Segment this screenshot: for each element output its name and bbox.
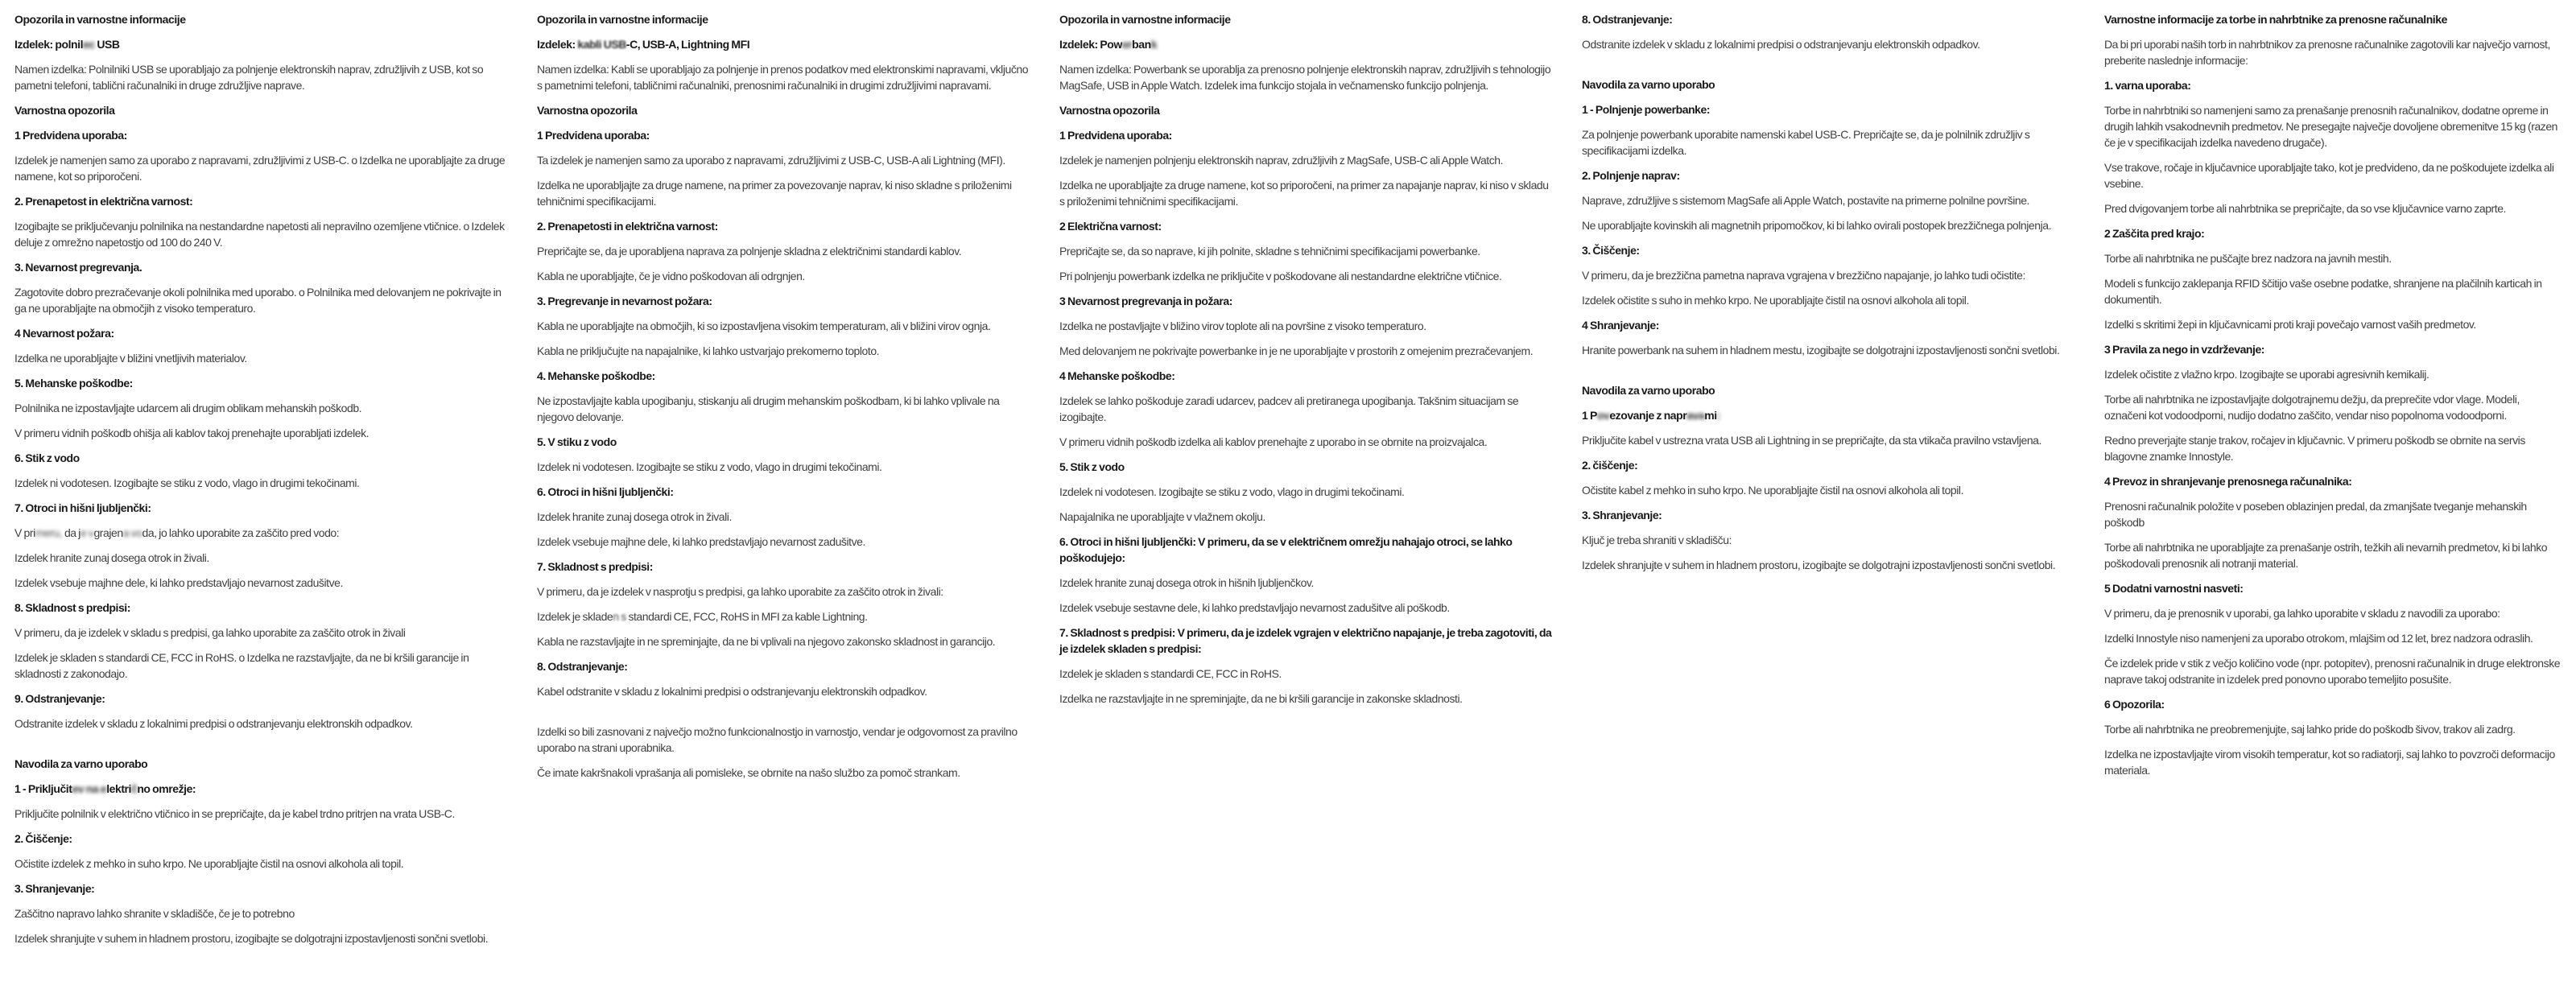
section-heading: 7. Skladnost s predpisi: (537, 560, 653, 573)
section-heading: 5. Stik z vodo (1059, 460, 1125, 473)
paragraph: Zagotovite dobro prezračevanje okoli polnilnika med uporabo. o Polnilnika med delovanjem ne pokrivajte in ga ne uporabljajte na območjih z visoko temperaturo. (14, 286, 502, 315)
section-heading: 7. Otroci in hišni ljubljenčki: (14, 501, 151, 514)
paragraph: Namen izdelka: Kabli se uporabljajo za polnjenje in prenos podatkov med elektronskimi napravami, vključno s pametnimi telefoni, tabličnimi računalniki, prenosnimi računalniki in drugimi združljivimi napravami. (537, 63, 1029, 92)
text-segment: ban (1132, 38, 1151, 51)
text-segment: V pri (14, 526, 35, 539)
paragraph: Ne izpostavljajte kabla upogibanju, stiskanju ali drugim mehanskim poškodbam, ki bi lahko vplivale na njegovo delovanje. (537, 394, 1000, 423)
paragraph: Za polnjenje powerbank uporabite namenski kabel USB-C. Prepričajte se, da je polnilnik združljiv s specifikacijami izdelka. (1582, 128, 2030, 157)
paragraph: Izdelek ni vodotesen. Izogibajte se stiku z vodo, vlago in drugimi tekočinami. (14, 476, 360, 489)
paragraph: V primeru vidnih poškodb izdelka ali kablov prenehajte z uporabo in se obrnite na proizvajalca. (1059, 435, 1488, 448)
paragraph: Kabla ne priključujte na napajalnike, ki lahko ustvarjajo prekomerno toploto. (537, 344, 880, 357)
paragraph: Torbe in nahrbtniki so namenjeni samo za prenašanje prenosnih računalnikov, dodatne opreme in drugih lahkih vsakodnevnih predmetov. Ne presegajte največje dovoljene obremenitve 15 kg (razen če je v specifikacijah izdelka navedeno drugače). (2104, 104, 2558, 149)
section-heading: 3 Nevarnost pregrevanja in požara: (1059, 295, 1232, 307)
paragraph: Priključite polnilnik v električno vtičnico in se prepričajte, da je kabel trdno pritrjen na vrata USB-C. (14, 807, 455, 820)
paragraph: Izdelek vsebuje majhne dele, ki lahko predstavljajo nevarnost zadušitve. (537, 535, 865, 548)
section-heading: 9. Odstranjevanje: (14, 692, 105, 705)
paragraph: Kabla ne uporabljajte, če je vidno poškodovan ali odrgnjen. (537, 270, 805, 282)
paragraph: V primeru, da je brezžična pametna naprava vgrajena v brezžično napajanje, jo lahko tudi očistite: (1582, 269, 2025, 282)
column-powerbank (1059, 11, 1555, 1006)
section-heading: Navodila za varno uporabo (1582, 78, 1715, 91)
section-heading (537, 36, 1033, 52)
section-heading: 2 Električna varnost: (1059, 220, 1162, 233)
paragraph: Izdelek očistite s suho in mehko krpo. Ne uporabljajte čistil na osnovi alkohola ali topil. (1582, 294, 1969, 307)
section-heading (1582, 407, 2078, 423)
text-segment: no omrežje: (137, 782, 196, 795)
paragraph: Prepričajte se, da so naprave, ki jih polnite, skladne s tehničnimi specifikacijami powerbanke. (1059, 245, 1480, 258)
paragraph: Zaščitno napravo lahko shranite v skladišče, če je to potrebno (14, 907, 295, 920)
column-cables (537, 11, 1033, 1006)
section-heading: 3. Shranjevanje: (14, 882, 95, 895)
section-heading: 2. čiščenje: (1582, 459, 1638, 472)
paragraph: Izdelek se lahko poškoduje zaradi udarcev, padcev ali pretiranega upogibanja. Takšnim situacijam se izogibajte. (1059, 394, 1519, 423)
paragraph: Hranite powerbank na suhem in hladnem mestu, izogibajte se dolgotrajni izpostavljenosti sončni svetlobi. (1582, 344, 2060, 357)
paragraph: Modeli s funkcijo zaklepanja RFID ščitijo vaše osebne podatke, shranjene na plačilnih karticah in dokumentih. (2104, 277, 2542, 306)
paragraph: Izdelek očistite z vlažno krpo. Izogibajte se uporabi agresivnih kemikalij. (2104, 368, 2429, 381)
paragraph: Izdelek je namenjen samo za uporabo z napravami, združljivimi z USB-C. o Izdelka ne uporabljajte za druge namene, kot so priporočeni. (14, 154, 506, 183)
section-heading: 6. Otroci in hišni ljubljenčki: V primeru, da se v električnem omrežju nahajajo otroci, se lahko poškodujejo: (1059, 535, 1513, 564)
section-heading: Varnostne informacije za torbe in nahrbtnike za prenosne računalnike (2104, 13, 2447, 26)
text-segment: USB (94, 38, 120, 51)
section-heading: 3. Shranjevanje: (1582, 509, 1662, 522)
blurred-text: k (1150, 38, 1158, 51)
paragraph: Torbe ali nahrbtnika ne uporabljajte za prenašanje ostrih, težkih ali nevarnih predmetov, ki bi lahko poškodovali prenosnik ali notranji material. (2104, 541, 2548, 570)
column-laptop-bags (2104, 11, 2563, 1006)
paragraph: Priključite kabel v ustrezna vrata USB ali Lightning in se prepričajte, da sta vtikača pravilno vstavljena. (1582, 434, 2041, 447)
column-powerbank-continued (1582, 11, 2078, 1006)
paragraph: V primeru, da je prenosnik v uporabi, ga lahko uporabite v skladu z navodili za uporabo: (2104, 607, 2500, 620)
section-heading: 6. Stik z vodo (14, 451, 80, 464)
section-heading: Opozorila in varnostne informacije (14, 13, 186, 26)
paragraph: Če izdelek pride v stik z večjo količino vode (npr. potopitev), prenosni računalnik in druge elektronske naprave takoj odstranite in izdelek pred ponovno uporabo temeljito posušite. (2104, 657, 2561, 686)
text-segment: standardi CE, FCC, RoHS in MFI za kable Lightning. (628, 610, 868, 623)
section-heading: 8. Skladnost s predpisi: (14, 601, 130, 614)
blurred-text: meru, (35, 526, 64, 539)
blurred-text: e v (80, 526, 94, 539)
paragraph: Očistite izdelek z mehko in suho krpo. Ne uporabljajte čistil na osnovi alkohola ali topil. (14, 857, 404, 870)
blurred-text: ev na e (72, 782, 107, 795)
text-segment: Izdelek: Pow (1059, 38, 1122, 51)
paragraph: Izdelka ne uporabljajte za druge namene, na primer za povezovanje naprav, ki niso skladne s priloženimi tehničnimi specifikacijami. (537, 179, 1012, 208)
paragraph: Kabla ne razstavljajte in ne spreminjajte, da ne bi vplivali na njegovo zakonsko skladnost in garancijo. (537, 635, 996, 648)
paragraph: Izdelek vsebuje majhne dele, ki lahko predstavljajo nevarnost zadušitve. (14, 576, 343, 589)
section-heading: 5. Mehanske poškodbe: (14, 377, 133, 390)
paragraph: V primeru vidnih poškodb ohišja ali kablov takoj prenehajte uporabljati izdelek. (14, 427, 369, 439)
text-segment: Izdelek: polnil (14, 38, 84, 51)
section-heading: 5 Dodatni varnostni nasveti: (2104, 582, 2244, 595)
column-usb-charger (14, 11, 510, 1006)
section-heading (1059, 36, 1555, 52)
section-heading: 4 Mehanske poškodbe: (1059, 369, 1175, 382)
section-heading: 3 Pravila za nego in vzdrževanje: (2104, 343, 2265, 356)
section-heading: Opozorila in varnostne informacije (1059, 13, 1231, 26)
blurred-text: n s (613, 610, 629, 623)
paragraph: Med delovanjem ne pokrivajte powerbanke in je ne uporabljajte v prostorih z omejenim prezračevanjem. (1059, 344, 1534, 357)
section-heading: Varnostna opozorila (537, 104, 638, 117)
blurred-text: č (130, 782, 138, 795)
section-heading: 1 Predvidena uporaba: (537, 129, 650, 142)
section-heading: 4. Mehanske poškodbe: (537, 369, 655, 382)
paragraph: Izdelka ne razstavljajte in ne spreminjajte, da ne bi kršili garancije in zakonske skladnosti. (1059, 692, 1463, 705)
paragraph: Izdelek vsebuje sestavne dele, ki lahko predstavljajo nevarnost zadušitve ali poškodb. (1059, 601, 1450, 614)
paragraph (14, 525, 510, 541)
section-heading: 3. Čiščenje: (1582, 244, 1640, 257)
paragraph (537, 608, 1033, 625)
section-heading: 4 Prevoz in shranjevanje prenosnega računalnika: (2104, 475, 2352, 488)
paragraph: Izdelki so bili zasnovani z največjo možno funkcionalnostjo in varnostjo, vendar je odgovornost za pravilno uporabo na strani uporabnika. (537, 725, 1018, 754)
paragraph: Ne uporabljajte kovinskih ali magnetnih pripomočkov, ki bi lahko ovirali postopek brezžičnega polnjenja. (1582, 219, 2052, 232)
text-segment: -C, USB-A, Lightning MFI (625, 38, 750, 51)
section-heading: Varnostna opozorila (1059, 104, 1160, 117)
paragraph: Izdelek hranite zunaj dosega otrok in hišnih ljubljenčkov. (1059, 576, 1314, 589)
paragraph: Izdelka ne uporabljajte v bližini vnetljivih materialov. (14, 352, 247, 365)
section-heading: 6. Otroci in hišni ljubljenčki: (537, 485, 674, 498)
paragraph: Torbe ali nahrbtnika ne preobremenjujte, saj lahko pride do poškodb šivov, trakov ali zadrg. (2104, 723, 2516, 736)
paragraph: Kabla ne uporabljajte na območjih, ki so izpostavljena visokim temperaturam, ali v bližini virov ognja. (537, 320, 991, 332)
paragraph: Polnilnika ne izpostavljajte udarcem ali drugim oblikam mehanskih poškodb. (14, 402, 362, 414)
section-heading: 6 Opozorila: (2104, 698, 2165, 711)
paragraph: Izdelek je skladen s standardi CE, FCC in RoHS. (1059, 667, 1282, 680)
paragraph: V primeru, da je izdelek v skladu s predpisi, ga lahko uporabite za zaščito otrok in živali (14, 626, 406, 639)
blurred-text: a vo (122, 526, 142, 539)
paragraph: Prenosni računalnik položite v poseben oblazinjen predal, da zmanjšate tveganje mehanskih poškodb (2104, 500, 2527, 529)
paragraph: Vse trakove, ročaje in ključavnice uporabljajte tako, kot je predvideno, da ne poškodujete izdelka ali vsebine. (2104, 161, 2554, 190)
text-segment: lektri (106, 782, 131, 795)
paragraph: Ta izdelek je namenjen samo za uporabo z napravami, združljivimi z USB-C, USB-A ali Lightning (MFI). (537, 154, 1005, 167)
paragraph: Torbe ali nahrbtnika ne izpostavljajte dolgotrajnemu dežju, da preprečite vdor vlage. Modeli, označeni kot vodoodporni, nudijo dodatno zaščito, vendar niso popolnoma vodoodporni. (2104, 393, 2520, 422)
paragraph: Izdelek je namenjen polnjenju elektronskih naprav, združljivih z MagSafe, USB-C ali Apple Watch. (1059, 154, 1504, 167)
section-heading: 1 - Polnjenje powerbanke: (1582, 103, 1711, 116)
section-heading: Navodila za varno uporabo (1582, 384, 1715, 397)
paragraph: Torbe ali nahrbtnika ne puščajte brez nadzora na javnih mestih. (2104, 252, 2392, 265)
section-heading: 2. Polnjenje naprav: (1582, 169, 1680, 182)
text-segment: grajen (93, 526, 123, 539)
paragraph: Odstranite izdelek v skladu z lokalnimi predpisi o odstranjevanju elektronskih odpadkov. (14, 717, 413, 730)
text-segment: 1 - Priključit (14, 782, 72, 795)
paragraph: Odstranite izdelek v skladu z lokalnimi predpisi o odstranjevanju elektronskih odpadkov. (1582, 38, 1980, 51)
section-heading: 7. Skladnost s predpisi: V primeru, da je izdelek vgrajen v električno napajanje, je treba zagotoviti, da je izdelek skladen s predpisi: (1059, 626, 1552, 655)
paragraph: Pred dvigovanjem torbe ali nahrbtnika se prepričajte, da so vse ključavnice varno zaprte. (2104, 202, 2506, 215)
blurred-text: : (1716, 409, 1720, 422)
paragraph: Naprave, združljive s sistemom MagSafe ali Apple Watch, postavite na primerne polnilne površine. (1582, 194, 2029, 207)
text-segment: 1 P (1582, 409, 1597, 422)
section-heading: 3. Pregrevanje in nevarnost požara: (537, 295, 712, 307)
blurred-text: kabli USB (577, 38, 626, 51)
text-segment: Izdelek je sklade (537, 610, 613, 623)
section-heading: 3. Nevarnost pregrevanja. (14, 261, 142, 274)
paragraph: Izdelki Innostyle niso namenjeni za uporabo otrokom, mlajšim od 12 let, brez nadzora odraslih. (2104, 632, 2533, 645)
paragraph: Namen izdelka: Powerbank se uporablja za prenosno polnjenje elektronskih naprav, združljivih s tehnologijo MagSafe, USB in Apple Watch. Izdelek ima funkcijo stojala in večnamensko funkcijo polnjenja. (1059, 63, 1551, 92)
paragraph: Izdelka ne izpostavljajte virom visokih temperatur, kot so radiatorji, saj lahko to povzroči deformacijo materiala. (2104, 748, 2555, 777)
paragraph: Ključ je treba shraniti v skladišču: (1582, 534, 1732, 546)
text-segment: da j (64, 526, 80, 539)
blurred-text: ov (1596, 409, 1610, 422)
paragraph: Izdelek shranjujte v suhem in hladnem prostoru, izogibajte se dolgotrajni izpostavljenosti sončni svetlobi. (1582, 559, 2056, 571)
blurred-text: ec (83, 38, 95, 51)
section-heading: 8. Odstranjevanje: (537, 660, 628, 673)
section-heading: Opozorila in varnostne informacije (537, 13, 708, 26)
paragraph: Namen izdelka: Polnilniki USB se uporabljajo za polnjenje elektronskih naprav, združljivih z USB, kot so pametni telefoni, tablični računalniki in druge združljive naprave. (14, 63, 484, 92)
section-heading: 2. Prenapetosti in električna varnost: (537, 220, 718, 233)
paragraph: Izogibajte se priključevanju polnilnika na nestandardne napetosti ali nepravilno ozemljene vtičnice. o Izdelek deluje z omrežno napetostjo od 100 do 240 V. (14, 220, 505, 249)
text-segment: mi (1704, 409, 1717, 422)
section-heading: 4 Shranjevanje: (1582, 319, 1659, 332)
section-heading: 1. varna uporaba: (2104, 79, 2191, 92)
paragraph: Očistite kabel z mehko in suho krpo. Ne uporabljajte čistil na osnovi alkohola ali topil. (1582, 484, 1964, 497)
blurred-text: ava (1686, 409, 1705, 422)
paragraph: Izdelka ne postavljajte v bližino virov toplote ali na površine z visoko temperaturo. (1059, 320, 1426, 332)
paragraph: Izdelki s skritimi žepi in ključavnicami proti kraji povečajo varnost vaših predmetov. (2104, 318, 2476, 331)
section-heading: 5. V stiku z vodo (537, 435, 617, 448)
section-heading: 1 Predvidena uporaba: (1059, 129, 1172, 142)
section-heading: 8. Odstranjevanje: (1582, 13, 1673, 26)
paragraph: Prepričajte se, da je uporabljena naprava za polnjenje skladna z električnimi standardi kablov. (537, 245, 962, 258)
paragraph: Pri polnjenju powerbank izdelka ne priključite v poškodovane ali nestandardne električne vtičnice. (1059, 270, 1502, 282)
text-segment: da, jo lahko uporabite za zaščito pred vodo: (142, 526, 340, 539)
paragraph: Izdelek hranite zunaj dosega otrok in živali. (537, 510, 732, 523)
text-segment: Izdelek: (537, 38, 578, 51)
section-heading: 1 Predvidena uporaba: (14, 129, 127, 142)
paragraph: Redno preverjajte stanje trakov, ročajev in ključavnic. V primeru poškodb se obrnite na servis blagovne znamke Innostyle. (2104, 434, 2525, 463)
paragraph: V primeru, da je izdelek v nasprotju s predpisi, ga lahko uporabite za zaščito otrok in živali: (537, 585, 943, 598)
section-heading: Varnostna opozorila (14, 104, 115, 117)
paragraph: Izdelek shranjujte v suhem in hladnem prostoru, izogibajte se dolgotrajni izpostavljenosti sončni svetlobi. (14, 932, 489, 945)
paragraph: Izdelek ni vodotesen. Izogibajte se stiku z vodo, vlago in drugimi tekočinami. (537, 460, 882, 473)
section-heading (14, 36, 510, 52)
paragraph: Napajalnika ne uporabljajte v vlažnem okolju. (1059, 510, 1265, 523)
paragraph: Izdelek ni vodotesen. Izogibajte se stiku z vodo, vlago in drugimi tekočinami. (1059, 485, 1405, 498)
section-heading: 2 Zaščita pred krajo: (2104, 227, 2205, 240)
paragraph: Kabel odstranite v skladu z lokalnimi predpisi o odstranjevanju elektronskih odpadkov. (537, 685, 927, 698)
paragraph: Če imate kakršnakoli vprašanja ali pomisleke, se obrnite na našo službo za pomoč strankam. (537, 766, 960, 779)
section-heading: 4 Nevarnost požara: (14, 327, 114, 340)
paragraph: Da bi pri uporabi naših torb in nahrbtnikov za prenosne računalnike zagotovili kar največjo varnost, preberite naslednje informacije: (2104, 38, 2550, 67)
section-heading: 2. Čiščenje: (14, 832, 72, 845)
paragraph: Izdelek je skladen s standardi CE, FCC in RoHS. o Izdelka ne razstavljajte, da ne bi kršili garancije in skladnosti z zakonodajo. (14, 651, 469, 680)
paragraph: Izdelek hranite zunaj dosega otrok in živali. (14, 551, 209, 564)
section-heading: Navodila za varno uporabo (14, 757, 148, 770)
section-heading (14, 781, 510, 797)
text-segment: ezovanje z napr (1609, 409, 1687, 422)
blurred-text: er (1121, 38, 1133, 51)
section-heading: 2. Prenapetost in električna varnost: (14, 195, 193, 208)
paragraph: Izdelka ne uporabljajte za druge namene, kot so priporočeni, na primer za napajanje naprav, ki niso v skladu s priloženimi tehničnimi specifikacijami. (1059, 179, 1549, 208)
